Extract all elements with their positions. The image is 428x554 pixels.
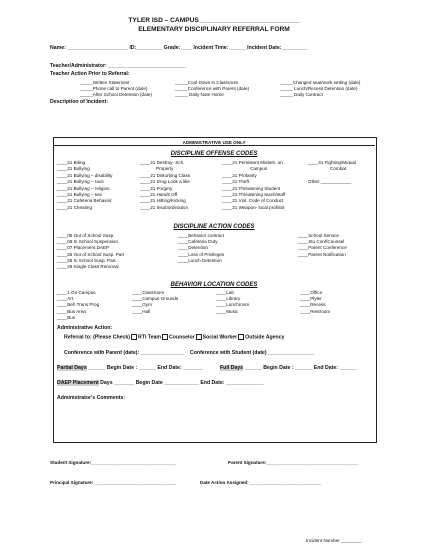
- location-item[interactable]: ____Bus Area: [57, 308, 86, 314]
- daep-end[interactable]: End Date: _____________: [200, 380, 264, 386]
- daep-days-label: Days: [100, 380, 113, 386]
- offense-item[interactable]: ____21 Profanity: [222, 172, 257, 178]
- offense-item[interactable]: ____21 Bullying – disability: [57, 172, 113, 178]
- action-item[interactable]: ____Detention: [178, 245, 208, 251]
- offense-item-cont: Combat: [330, 166, 347, 172]
- full-begin-label: Begin Date :: [263, 365, 294, 371]
- prior-actions-col2: [175, 80, 249, 98]
- action-item[interactable]: ____Cafeteria Duty: [178, 239, 218, 245]
- action-item[interactable]: ____Loss of Privileges: [178, 251, 225, 257]
- full-days-blank[interactable]: ______: [244, 365, 262, 371]
- location-col1: [57, 290, 99, 321]
- offense-item[interactable]: ____41 Fighting/Mutual: [308, 160, 357, 165]
- offense-item[interactable]: ____21 Bullying: [57, 166, 90, 172]
- offense-col4: [308, 160, 356, 186]
- conference-student[interactable]: Conference with Student (date) ________________: [190, 350, 315, 356]
- social-worker-label: Social Worker: [202, 334, 238, 341]
- rti-team-label: RTI Team: [138, 334, 161, 341]
- location-item[interactable]: ____Bus: [57, 314, 76, 320]
- campus-header: TYLER ISD – CAMPUS ___________________________: [128, 17, 300, 24]
- location-col3: [216, 290, 249, 315]
- offense-col3: [222, 160, 285, 211]
- action-item[interactable]: ____School Service: [298, 233, 339, 238]
- daep-days-blank[interactable]: _______: [114, 380, 135, 386]
- admin-use-only-label: ADMINISTRATIVE USE ONLY: [182, 140, 246, 145]
- action-item[interactable]: ____06 In School Suspension: [57, 239, 119, 245]
- referral-label: Referral to: (Please Check): [64, 334, 131, 341]
- partial-days-blank[interactable]: ______: [88, 365, 106, 371]
- offense-item[interactable]: ____21 Hitting/Kicking: [140, 198, 186, 204]
- location-item[interactable]: ____Beh Trans Prog: [57, 302, 100, 308]
- action-codes-title: DISCIPLINE ACTION CODES: [173, 224, 255, 230]
- offense-item[interactable]: ____21 Threatening Student: [222, 185, 281, 191]
- location-item[interactable]: ____Restroom: [300, 308, 331, 314]
- action-item[interactable]: ____Parent Conference: [298, 245, 347, 251]
- counselor-label: Counselor: [169, 334, 195, 341]
- action-item[interactable]: ____26 In School Susp. Part.: [57, 257, 117, 263]
- location-item[interactable]: ____Office: [300, 290, 323, 295]
- prior-action-item[interactable]: _____Phone call to Parent (date): [80, 86, 148, 91]
- location-item[interactable]: ____Gym: [132, 302, 152, 308]
- partial-days-label: Partial Days: [57, 365, 87, 371]
- action-col3: [298, 233, 347, 258]
- offense-item-cont: Campus: [250, 166, 268, 172]
- offense-item[interactable]: ____21 Disturbing Class: [140, 172, 191, 178]
- incident-number[interactable]: Incident Number ________: [306, 538, 362, 543]
- action-item[interactable]: ____Behavior contract: [178, 233, 224, 238]
- rti-team-checkbox[interactable]: [131, 334, 137, 340]
- outside-agency-label: Outside Agency: [245, 334, 285, 341]
- full-end-blank[interactable]: ______: [339, 365, 357, 371]
- social-worker-checkbox[interactable]: [196, 334, 202, 340]
- action-item[interactable]: ____05 Out of School Susp.: [57, 233, 115, 238]
- location-item[interactable]: ____Music: [216, 308, 239, 314]
- referral-row: [64, 334, 284, 340]
- location-col4: [300, 290, 330, 315]
- offense-item[interactable]: ____21 Destroy- Sch.: [140, 160, 185, 165]
- location-item[interactable]: ____Classroom: [132, 290, 165, 295]
- prior-action-item[interactable]: _____ Daily Note Home: [175, 92, 224, 97]
- action-item[interactable]: ____Stu Conf/Counsel: [298, 239, 345, 245]
- full-end-label: End Date:: [313, 365, 338, 371]
- location-item[interactable]: ____1 On Campus: [57, 290, 96, 295]
- offense-item[interactable]: ____21 Cheating: [57, 204, 92, 210]
- teacher-line[interactable]: Teacher/Administrator: ___________________________: [50, 63, 187, 69]
- principal-signature[interactable]: Principal Signature: ________________________________: [50, 480, 177, 485]
- partial-begin-blank[interactable]: ______: [138, 365, 156, 371]
- offense-item[interactable]: ____21 Bullying – sex: [57, 192, 102, 198]
- location-col2: [132, 290, 178, 315]
- offense-item[interactable]: ____21 Bullying – race: [57, 179, 104, 185]
- prior-action-item[interactable]: _____Cool Down in Classroom: [175, 80, 239, 85]
- daep-row: [57, 380, 263, 386]
- location-item[interactable]: ____Art: [57, 296, 74, 302]
- offense-col1: [57, 160, 112, 211]
- prior-action-item[interactable]: _____ Daily Contract: [280, 92, 323, 97]
- offense-item[interactable]: ____21 Threatening teach/staff: [222, 192, 286, 198]
- action-item[interactable]: ____Lunch Detention: [178, 257, 222, 263]
- offense-col2: [140, 160, 190, 211]
- partial-end-blank[interactable]: _______: [183, 365, 204, 371]
- offense-item[interactable]: ____21 Cafeteria Behavior: [57, 198, 112, 204]
- counselor-checkbox[interactable]: [162, 334, 168, 340]
- offense-item[interactable]: ____21 Persistent Misbeh. on: [222, 160, 283, 165]
- partial-begin-label: Begin Date :: [106, 365, 138, 371]
- offense-item[interactable]: ____21 Hands Off: [140, 192, 178, 198]
- location-item[interactable]: ____Lab: [216, 290, 234, 295]
- offense-item[interactable]: ____21 Insubordination: [140, 204, 189, 210]
- offense-item[interactable]: ____21 Theft: [222, 179, 249, 185]
- action-item[interactable]: ____26 Single Class Removal: [57, 264, 119, 270]
- conference-parent[interactable]: Conference with Parent (date): _______________: [64, 350, 184, 356]
- full-days-row: [220, 365, 357, 371]
- action-item[interactable]: ____Parent Notification: [298, 251, 346, 257]
- offense-other[interactable]: Other ____________: [308, 179, 352, 185]
- prior-action-item[interactable]: _____ Lunch/Recess Detention (date): [280, 86, 358, 91]
- daep-begin[interactable]: Begin Date ____________: [135, 380, 199, 386]
- offense-item[interactable]: ____21 Forgery: [140, 185, 173, 191]
- offense-item[interactable]: ____21 Biting: [57, 160, 86, 165]
- action-col1: [57, 233, 124, 270]
- outside-agency-checkbox[interactable]: [238, 334, 244, 340]
- action-item[interactable]: ____07 Placement DAEP: [57, 245, 110, 251]
- offense-codes-title: DISCIPLINE OFFENSE CODES: [170, 151, 258, 157]
- form-title: ELEMENTARY DISCIPLINARY REFERRAL FORM: [138, 26, 290, 33]
- offense-item[interactable]: ____21 Viol. Code of Conduct: [222, 198, 284, 204]
- prior-action-item[interactable]: _____Conference with Parent (date): [175, 86, 250, 91]
- action-item[interactable]: ____25 Out of School Susp. Part: [57, 251, 125, 257]
- location-item[interactable]: ____Library: [216, 296, 241, 302]
- location-item[interactable]: ____Hall: [132, 308, 151, 314]
- student-info-line[interactable]: Name: _____________________ ID:_________ Grade:____ Incident Time: ______Incident Date:_________: [50, 45, 308, 51]
- location-codes-title: BEHAVIOR LOCATION CODES: [170, 282, 258, 288]
- prior-action-item[interactable]: _____Written Statement: [80, 80, 130, 85]
- prior-actions-col3: [280, 80, 360, 98]
- offense-item[interactable]: ____21 Weapon- local prohibit: [222, 204, 285, 210]
- location-item[interactable]: ____Recess: [300, 302, 326, 308]
- location-item[interactable]: ____Campus Grounds: [132, 296, 179, 302]
- student-signature[interactable]: Student Signature:_________________________________: [50, 460, 176, 465]
- offense-item[interactable]: ____21 Drug Look a like: [140, 179, 190, 185]
- full-days-label: Full Days: [220, 365, 244, 371]
- full-begin-blank[interactable]: ______: [295, 365, 313, 371]
- prior-actions-col1: [80, 80, 152, 98]
- admin-comments-label: Administrator's Comments:: [57, 395, 126, 401]
- admin-action-heading: Administrative Action:: [57, 325, 113, 331]
- parent-signature[interactable]: Parent Signature:____________________________________: [228, 460, 359, 465]
- location-item[interactable]: ____Lunchroom: [216, 302, 250, 308]
- offense-item-cont: Property: [156, 166, 174, 172]
- location-item[interactable]: ____Plyler: [300, 296, 322, 302]
- prior-action-heading: Teacher Action Prior to Referral:: [50, 71, 130, 77]
- partial-days-row: [57, 365, 203, 371]
- incident-description-label: Description of Incident:: [50, 99, 108, 105]
- prior-action-item[interactable]: _____Changed seat/work setting (date): [280, 80, 361, 85]
- date-action-assigned[interactable]: Date Action Assigned: ____________________________: [200, 480, 322, 485]
- partial-end-label: End Date:: [157, 365, 182, 371]
- offense-item[interactable]: ____21 Bullying – religion: [57, 185, 110, 191]
- prior-action-item[interactable]: _____After School Detention (date): [80, 92, 153, 97]
- action-col2: [178, 233, 224, 264]
- daep-label: DAEP Placement: [57, 380, 99, 386]
